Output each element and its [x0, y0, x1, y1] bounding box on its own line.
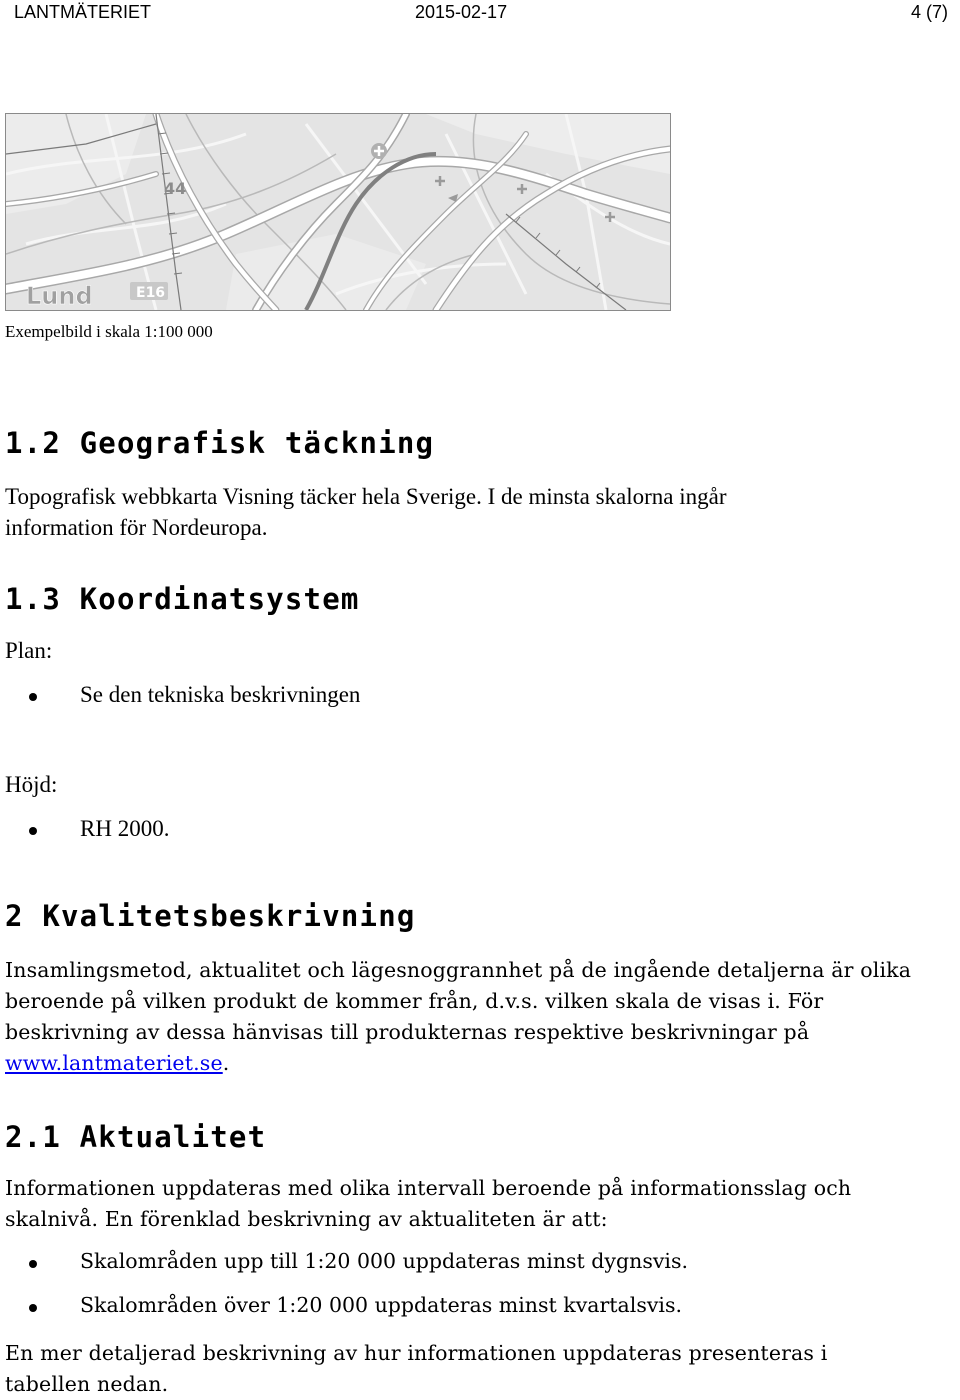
height-item-text: RH 2000. — [80, 816, 170, 841]
header-org: LANTMÄTERIET — [14, 2, 152, 22]
currency-text-line-4: tabellen nedan. — [5, 1372, 169, 1396]
map-road-number: 44 — [164, 179, 187, 198]
coverage-text-line-1: Topografisk webbkarta Visning täcker hela Sverige. I de minsta skalorna ingår — [5, 484, 727, 509]
quality-text-line-4 — [5, 1048, 955, 1079]
currency-bullet-1: Skalområden upp till 1:20 000 uppdateras minst dygnsvis. — [80, 1249, 689, 1273]
link-suffix: . — [222, 1051, 230, 1075]
quality-text-line-1: Insamlingsmetod, aktualitet och lägesnoggrannhet på de ingående detaljerna är olika — [5, 958, 912, 982]
lantmateriet-link[interactable]: www.lantmateriet.se — [5, 1051, 223, 1075]
map-caption: Exempelbild i skala 1:100 000 — [5, 322, 213, 341]
list-item — [5, 1249, 955, 1279]
heading-koordinatsystem: 1.3 Koordinatsystem — [5, 582, 360, 616]
bullet-icon — [29, 1260, 37, 1268]
coverage-text-line-2: information för Nordeuropa. — [5, 515, 268, 540]
header-page-number: 4 (7) — [910, 2, 948, 22]
page-header — [0, 2, 960, 26]
example-map-image — [5, 113, 671, 311]
currency-bullet-2: Skalområden över 1:20 000 uppdateras minst kvartalsvis. — [80, 1293, 683, 1317]
currency-text-line-1: Informationen uppdateras med olika intervall beroende på informationsslag och — [5, 1176, 852, 1200]
plan-item-text: Se den tekniska beskrivningen — [80, 682, 361, 707]
hospital-icon — [371, 143, 387, 159]
heading-geografisk-tackning: 1.2 Geografisk täckning — [5, 426, 435, 460]
currency-text-line-3: En mer detaljerad beskrivning av hur informationen uppdateras presenteras i — [5, 1341, 828, 1365]
bullet-icon — [29, 693, 37, 701]
height-label: Höjd: — [5, 772, 58, 797]
list-item — [5, 1293, 955, 1323]
plan-label: Plan: — [5, 638, 53, 663]
bullet-icon — [29, 1304, 37, 1312]
quality-text-line-2: beroende på vilken produkt de kommer från, d.v.s. vilken skala de visas i. För — [5, 989, 824, 1013]
quality-text-line-3: beskrivning av dessa hänvisas till produkternas respektive beskrivningar på — [5, 1020, 810, 1044]
list-item — [5, 682, 955, 712]
currency-text-line-2: skalnivå. En förenklad beskrivning av aktualiteten är att: — [5, 1207, 608, 1231]
map-road-e16: E16 — [136, 285, 166, 301]
map-graphic — [6, 114, 670, 310]
list-item — [5, 816, 955, 846]
heading-aktualitet: 2.1 Aktualitet — [5, 1120, 267, 1154]
header-date: 2015-02-17 — [415, 2, 508, 22]
heading-kvalitetsbeskrivning: 2 Kvalitetsbeskrivning — [5, 899, 416, 933]
bullet-icon — [29, 827, 37, 835]
map-place-label: Lund — [26, 282, 93, 310]
